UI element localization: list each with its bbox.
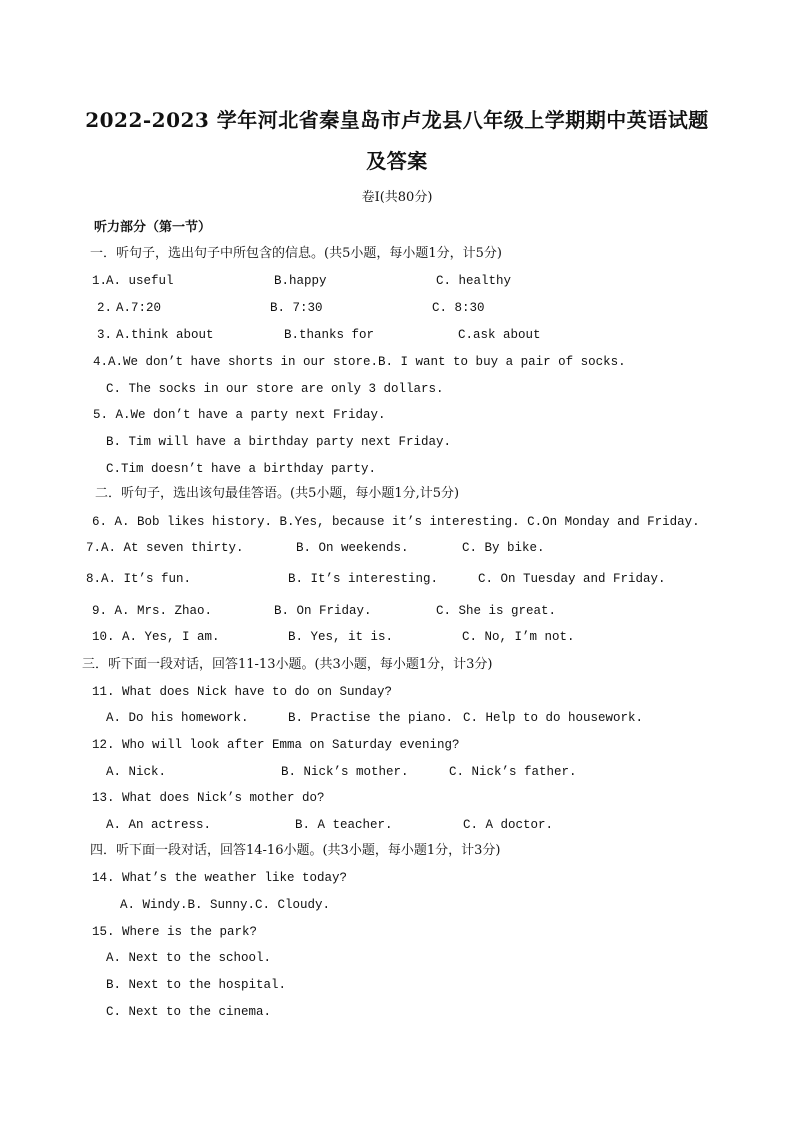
question-line: 4.A.We don’t have shorts in our store.B. I want to buy a pair of socks. — [93, 355, 626, 369]
option-b: B. Practise the piano. — [288, 711, 454, 725]
option-c: C. No, I’m not. — [462, 630, 575, 644]
option-a: A. Do his homework. — [106, 711, 249, 725]
option-c: C. 8:30 — [432, 301, 485, 315]
option-a: 10. A. Yes, I am. — [92, 630, 220, 644]
question-stem: 15. Where is the park? — [92, 925, 258, 939]
option-a: 8.A. It’s fun. — [86, 572, 192, 586]
question-number: 2. — [97, 301, 113, 315]
option-b: B. On Friday. — [274, 604, 372, 618]
option-a: 7.A. At seven thirty. — [86, 541, 244, 555]
section-heading: 一．听句子，选出句子中所包含的信息。(共5小题，每小题1分，计5分) — [90, 246, 502, 261]
option-c: C. Help to do housework. — [463, 711, 644, 725]
option-c: C. Nick’s father. — [449, 765, 577, 779]
option-c: C. Next to the cinema. — [106, 1005, 272, 1019]
question-line: 5. A.We don’t have a party next Friday. — [93, 408, 386, 422]
option-a: A.7:20 — [116, 301, 162, 315]
question-line: 6. A. Bob likes history. B.Yes, because it’s interesting. C.On Monday and Friday. — [92, 515, 700, 529]
listening-section-label: 听力部分（第一节） — [94, 220, 212, 235]
option-b: B. 7:30 — [270, 301, 323, 315]
question-stem: 13. What does Nick’s mother do? — [92, 791, 325, 805]
section-heading: 四．听下面一段对话，回答14-16小题。(共3小题，每小题1分，计3分) — [90, 843, 501, 858]
question-stem: 11. What does Nick have to do on Sunday? — [92, 685, 393, 699]
question-number: 3. — [97, 328, 113, 342]
question-line: C. The socks in our store are only 3 dollars. — [106, 382, 444, 396]
option-b: B. Nick’s mother. — [281, 765, 409, 779]
section-heading: 三．听下面一段对话，回答11-13小题。(共3小题，每小题1分，计3分) — [82, 657, 493, 672]
option-c: C.ask about — [458, 328, 541, 342]
question-line: B. Tim will have a birthday party next Friday. — [106, 435, 452, 449]
option-c: C. A doctor. — [463, 818, 554, 832]
option-b: B. Next to the hospital. — [106, 978, 287, 992]
option-b: B. A teacher. — [295, 818, 393, 832]
option-b: B. It’s interesting. — [288, 572, 439, 586]
question-line: C.Tim doesn’t have a birthday party. — [106, 462, 377, 476]
option-a: A. useful — [106, 274, 174, 288]
option-c: C. healthy — [436, 274, 512, 288]
section-heading: 二．听句子，选出该句最佳答语。(共5小题，每小题1分,计5分) — [95, 486, 460, 501]
page-title: 2022-2023 学年河北省秦皇岛市卢龙县八年级上学期期中英语试题 — [85, 108, 709, 132]
paper-subtitle: 卷Ⅰ(共80分) — [361, 190, 433, 205]
option-a: A. Next to the school. — [106, 951, 272, 965]
option-c: C. By bike. — [462, 541, 545, 555]
question-number: 1. — [92, 274, 108, 288]
option-a: A. Nick. — [106, 765, 167, 779]
option-a: 9. A. Mrs. Zhao. — [92, 604, 213, 618]
option-b: B.thanks for — [284, 328, 375, 342]
question-stem: 12. Who will look after Emma on Saturday evening? — [92, 738, 460, 752]
page-title-continued: 及答案 — [366, 149, 428, 173]
option-b: B.happy — [274, 274, 327, 288]
option-b: B. On weekends. — [296, 541, 409, 555]
question-options: A. Windy.B. Sunny.C. Cloudy. — [120, 898, 331, 912]
option-b: B. Yes, it is. — [288, 630, 394, 644]
question-stem: 14. What’s the weather like today? — [92, 871, 348, 885]
option-a: A.think about — [116, 328, 214, 342]
option-a: A. An actress. — [106, 818, 212, 832]
option-c: C. She is great. — [436, 604, 557, 618]
option-c: C. On Tuesday and Friday. — [478, 572, 666, 586]
